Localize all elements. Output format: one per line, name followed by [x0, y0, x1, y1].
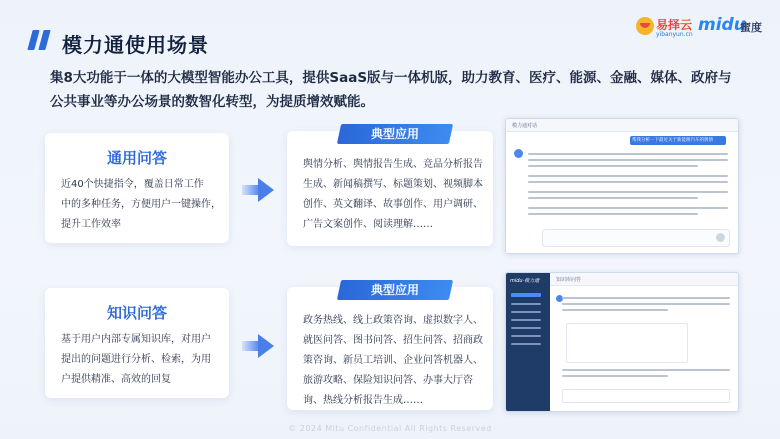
mascot-logo-icon — [636, 17, 654, 35]
midu-logo-text: midu — [698, 15, 746, 35]
title-accent-icon — [30, 30, 54, 50]
card-title: 知识问答 — [106, 304, 167, 322]
card-title: 通用问答 — [106, 149, 167, 167]
screenshot-sidebar — [506, 273, 550, 411]
applications-list: 政务热线、线上政策咨询、虚拟数字人、就医问答、图书问答、招生问答、招商政策咨询、新员工培训、企业问答机器人、旅游攻略、保险知识问答、办事大厅咨询、热线分析报告生成…… — [303, 315, 483, 406]
midu-logo-cn: 蜜度 — [740, 21, 762, 34]
chat-input — [562, 389, 730, 403]
knowledge-qa-applications-card — [287, 287, 493, 410]
typical-app-tag: 典型应用 — [370, 127, 419, 141]
applications-list: 舆情分析、舆情报告生成、竞品分析报告生成、新闻稿撰写、标题策划、视频脚本创作、英文翻译、故事创作、用户调研、广告文案创作、阅读理解…… — [303, 159, 483, 230]
intro-text: 集8大功能于一体的大模型智能办公工具，提供SaaS版与一体机版，助力教育、医疗、能源、金融、媒体、政府与公共事业等办公场景的数智化转型，为提质增效赋能。 — [50, 70, 732, 110]
answer-box — [566, 323, 688, 363]
assistant-avatar — [514, 149, 523, 158]
yizhiyun-logo-text: 易择云 — [656, 18, 693, 32]
yizhiyun-logo-domain: yibanyun.cn — [656, 31, 693, 38]
user-message-text: 帮我分析一下最近关于新能源汽车的舆情 — [632, 138, 713, 143]
footer-copyright: © 2024 Mitu Confidential All Rights Reserved — [288, 424, 492, 433]
general-qa-card — [45, 133, 229, 243]
send-icon — [716, 233, 725, 242]
brand-logos — [636, 16, 766, 40]
arrow-right-icon — [242, 334, 274, 358]
knowledge-qa-screenshot — [505, 272, 739, 412]
chat-input — [542, 229, 730, 247]
screenshot-tab: 模力通对话 — [512, 123, 538, 129]
screenshot-header: 知识库问答 — [556, 277, 582, 283]
typical-app-tag: 典型应用 — [370, 283, 419, 297]
page-title: 模力通使用场景 — [62, 33, 209, 57]
general-qa-applications-card — [287, 131, 493, 246]
card-description: 基于用户内部专属知识库，对用户 提出的问题进行分析、检索，为用 户提供精准、高效的回复 — [61, 334, 211, 385]
general-qa-screenshot — [505, 118, 739, 254]
screenshot-brand: midu·模力通 — [510, 278, 540, 284]
arrow-right-icon — [242, 178, 274, 202]
knowledge-qa-card — [45, 288, 229, 398]
card-description: 近40个快捷指令，覆盖日常工作 中的多种任务，方便用户一键操作， 提升工作效率 — [61, 179, 221, 230]
